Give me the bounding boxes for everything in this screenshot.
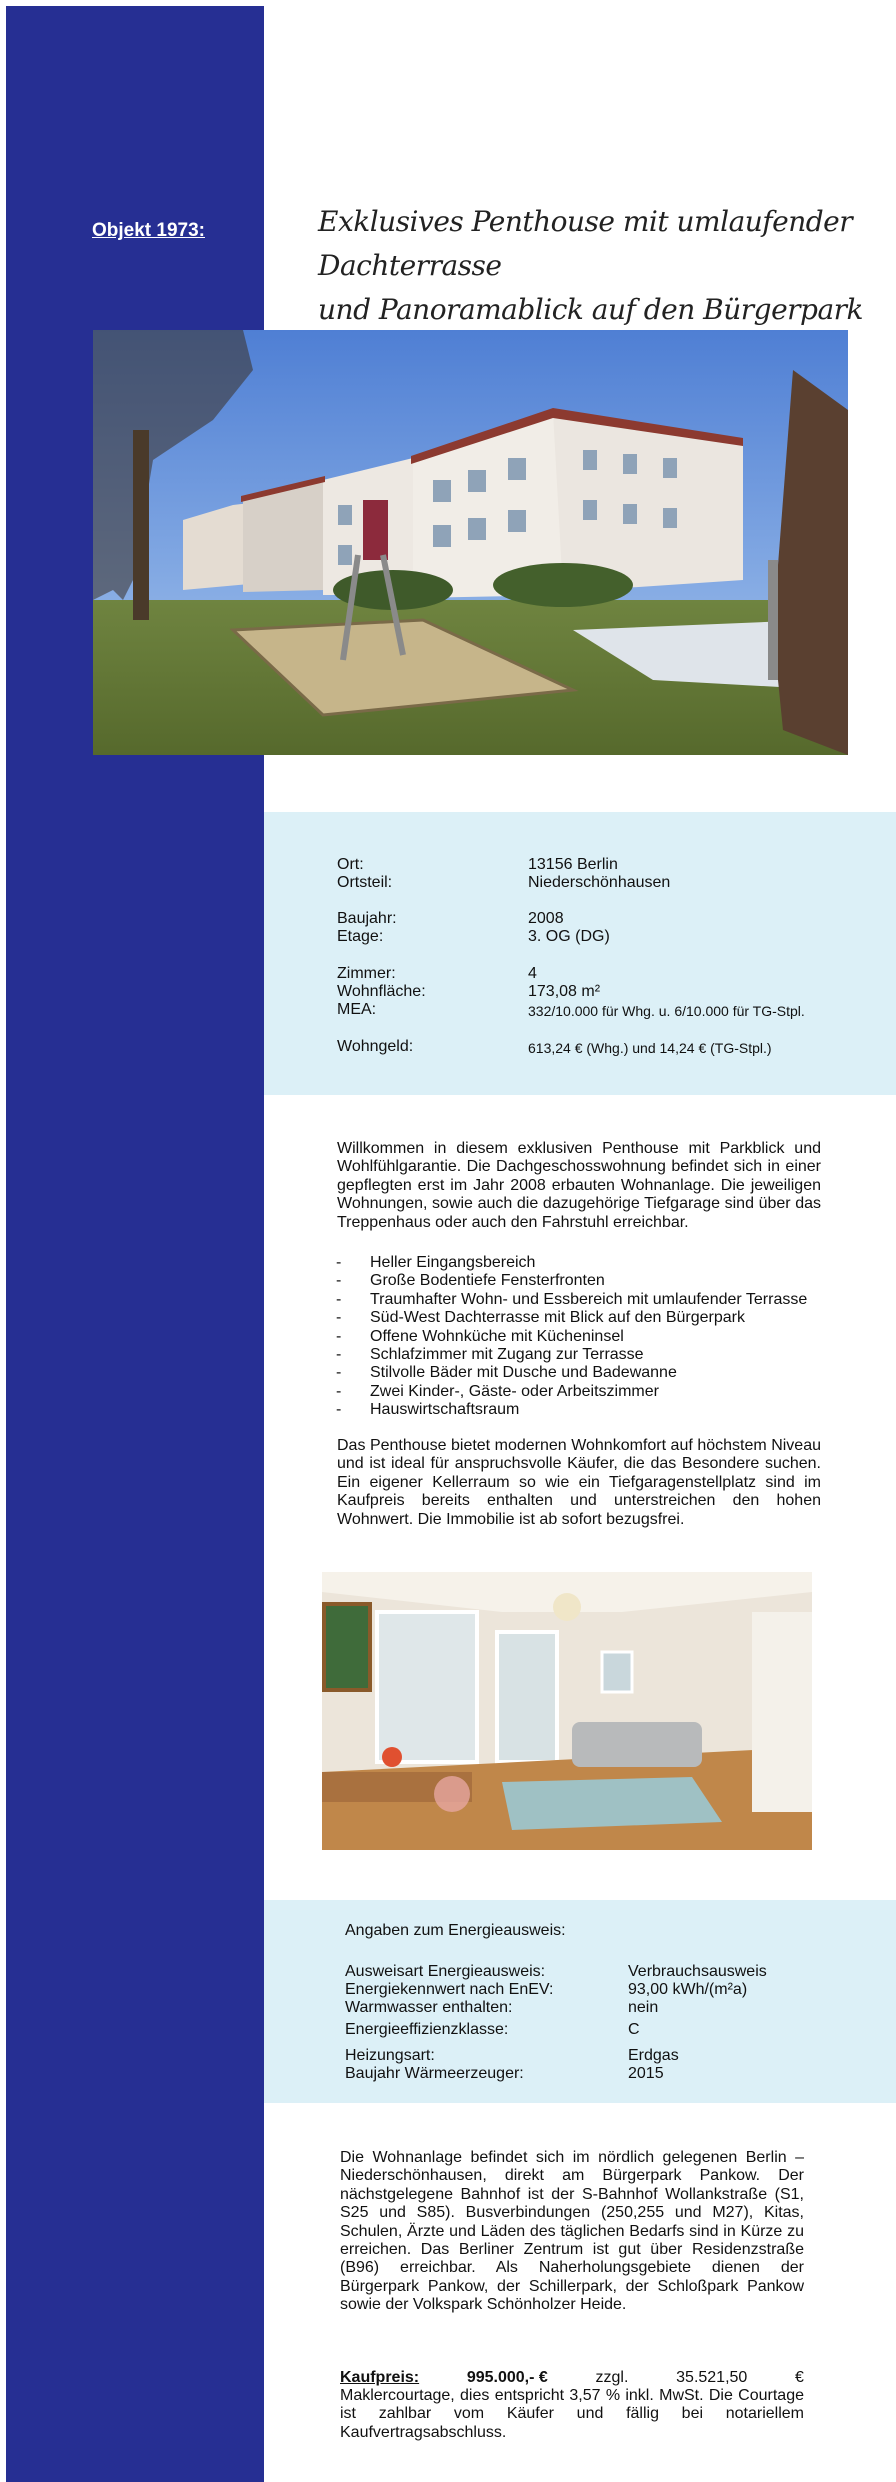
list-item: - Zwei Kinder-, Gäste- oder Arbeitszimmer	[336, 1383, 807, 1401]
wohngeld-value: 613,24 € (Whg.) und 14,24 € (TG-Stpl.)	[528, 1040, 772, 1056]
energy-art-label: Ausweisart Energieausweis:	[345, 1963, 546, 1980]
interior-photo	[322, 1572, 812, 1850]
energy-kennwert-value: 93,00 kWh/(m²a)	[628, 1981, 748, 1998]
mea-value: 332/10.000 für Whg. u. 6/10.000 für TG-Stpl.	[528, 1003, 805, 1019]
location-paragraph: Die Wohnanlage befindet sich im nördlich gelegenen Berlin – Niederschönhausen, direkt am Bürgerpark Pankow. Der nächstgelegene Bahnhof ist der S-Bahnhof Wollankstraße (S1, S25 und S85). Busverbindungen (250,255 und M27), Kitas, Schulen, Ärzte und Läden des täglichen Bedarfs sind in Kürze zu erreichen. Das Berliner Zentrum ist gut über Residenzstraße (B96) erreichbar. Als Naherholungsgebiete dienen der Bürgerpark Pankow, der Schillerpark, der Schloßpark Pankow sowie der Volkspark Schönholzer Heide.	[340, 2149, 804, 2314]
energy-klasse-label: Energieeffizienzklasse:	[345, 2021, 509, 2038]
euro-sign: €	[795, 2369, 804, 2386]
courtage-text: Maklercourtage, dies entspricht 3,57 % inkl. MwSt. Die Courtage ist zahlbar vom Käufer und fällig bei notariellem Kaufvertragsabschluss.	[340, 2387, 804, 2441]
price-value: 995.000,- €	[466, 2369, 548, 2386]
price-label: Kaufpreis:	[340, 2369, 420, 2386]
ort-label: Ort:	[337, 856, 364, 873]
exterior-photo	[93, 330, 848, 755]
list-item: - Hauswirtschaftsraum	[336, 1401, 807, 1419]
baujahr-label: Baujahr:	[337, 910, 397, 927]
energy-kennwert-label: Energiekennwert nach EnEV:	[345, 1981, 554, 1998]
list-item: - Offene Wohnküche mit Kücheninsel	[336, 1328, 807, 1346]
energy-heading: Angaben zum Energieausweis:	[345, 1922, 566, 1939]
page-title	[318, 200, 878, 332]
mea-label: MEA:	[337, 1001, 377, 1018]
feature-list	[336, 1254, 807, 1420]
energy-heizung-value: Erdgas	[628, 2047, 679, 2064]
energy-warmwasser-value: nein	[628, 1999, 659, 2016]
intro-paragraph: Willkommen in diesem exklusiven Penthouse mit Parkblick und Wohlfühlgarantie. Die Dachgeschosswohnung befindet sich in einer gepflegten erst im Jahr 2008 erbauten Wohnanlage. Die jeweiligen Wohnungen, sowie auch die dazugehörige Tiefgarage sind über das Treppenhaus oder auch den Fahrstuhl erreichbar.	[337, 1140, 821, 1231]
energy-baujahr-label: Baujahr Wärmeerzeuger:	[345, 2065, 524, 2082]
ortsteil-label: Ortsteil:	[337, 874, 393, 891]
price-zzgl: zzgl.	[595, 2369, 629, 2386]
baujahr-value: 2008	[528, 910, 564, 927]
energy-warmwasser-label: Warmwasser enthalten:	[345, 1999, 513, 2016]
title-line-1: Exklusives Penthouse mit umlaufender Dachterrasse	[318, 205, 853, 282]
etage-value: 3. OG (DG)	[528, 928, 610, 945]
wohngeld-label: Wohngeld:	[337, 1038, 414, 1055]
ort-value: 13156 Berlin	[528, 856, 618, 873]
energy-baujahr-value: 2015	[628, 2065, 664, 2082]
etage-label: Etage:	[337, 928, 384, 945]
list-item: - Große Bodentiefe Fensterfronten	[336, 1272, 807, 1290]
wohnflaeche-value: 173,08 m²	[528, 983, 601, 1000]
zimmer-value: 4	[528, 965, 537, 982]
ortsteil-value: Niederschönhausen	[528, 874, 671, 891]
courtage-amount: 35.521,50	[676, 2369, 748, 2386]
energy-heizung-label: Heizungsart:	[345, 2047, 435, 2064]
list-item: - Stilvolle Bäder mit Dusche und Badewanne	[336, 1364, 807, 1382]
list-item: - Süd-West Dachterrasse mit Blick auf den Bürgerpark	[336, 1309, 807, 1327]
object-number: Objekt 1973:	[92, 220, 205, 241]
summary-paragraph: Das Penthouse bietet modernen Wohnkomfort auf höchstem Niveau und ist ideal für anspruchsvolle Käufer, die das Besondere suchen. Ein eigener Kellerraum so wie ein Tiefgaragenstellplatz sind im Kaufpreis bereits enthalten und unterstreichen den hohen Wohnwert. Die Immobilie ist ab sofort bezugsfrei.	[337, 1437, 821, 1528]
title-line-2: und Panoramablick auf den Bürgerpark	[318, 293, 864, 326]
energy-klasse-value: C	[628, 2021, 640, 2038]
list-item: - Traumhafter Wohn- und Essbereich mit umlaufender Terrasse	[336, 1291, 807, 1309]
list-item: - Heller Eingangsbereich	[336, 1254, 807, 1272]
energy-art-value: Verbrauchsausweis	[628, 1963, 767, 1980]
price-row	[340, 2369, 804, 2387]
zimmer-label: Zimmer:	[337, 965, 396, 982]
list-item: - Schlafzimmer mit Zugang zur Terrasse	[336, 1346, 807, 1364]
wohnflaeche-label: Wohnfläche:	[337, 983, 426, 1000]
